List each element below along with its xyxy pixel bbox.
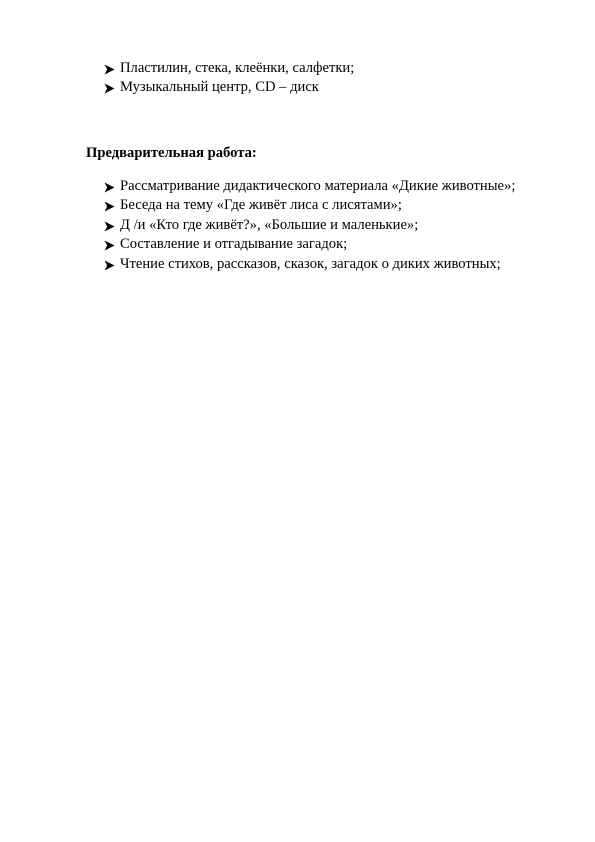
list-item-text: Беседа на тему «Где живёт лиса с лисятами»; <box>120 197 402 214</box>
arrowhead-bullet-icon <box>104 260 115 271</box>
list-item <box>104 216 515 235</box>
list-item-text: Д /и «Кто где живёт?», «Большие и маленькие»; <box>120 216 419 233</box>
list-item <box>104 255 515 274</box>
list-item <box>104 196 515 215</box>
arrowhead-bullet-icon <box>104 201 115 212</box>
arrowhead-bullet-icon <box>104 182 115 193</box>
list-item-text: Рассматривание дидактического материала «Дикие животные»; <box>120 178 516 194</box>
arrowhead-bullet-icon <box>104 221 115 232</box>
list-item <box>104 78 354 97</box>
list-item-text: Пластилин, стека, клеёнки, салфетки; <box>120 60 355 76</box>
arrowhead-bullet-icon <box>104 240 115 251</box>
preliminary-work-list <box>104 177 515 274</box>
list-item-text: Чтение стихов, рассказов, сказок, загадок о диких животных; <box>120 255 501 272</box>
materials-list <box>104 59 354 98</box>
list-item-text: Составление и отгадывание загадок; <box>120 236 348 253</box>
list-item <box>104 59 354 78</box>
list-item-text: Музыкальный центр, CD – диск <box>120 79 319 96</box>
list-item <box>104 177 515 196</box>
arrowhead-bullet-icon <box>104 83 115 94</box>
arrowhead-bullet-icon <box>104 64 115 75</box>
section-heading: Предварительная работа: <box>86 145 257 161</box>
list-item <box>104 235 515 254</box>
